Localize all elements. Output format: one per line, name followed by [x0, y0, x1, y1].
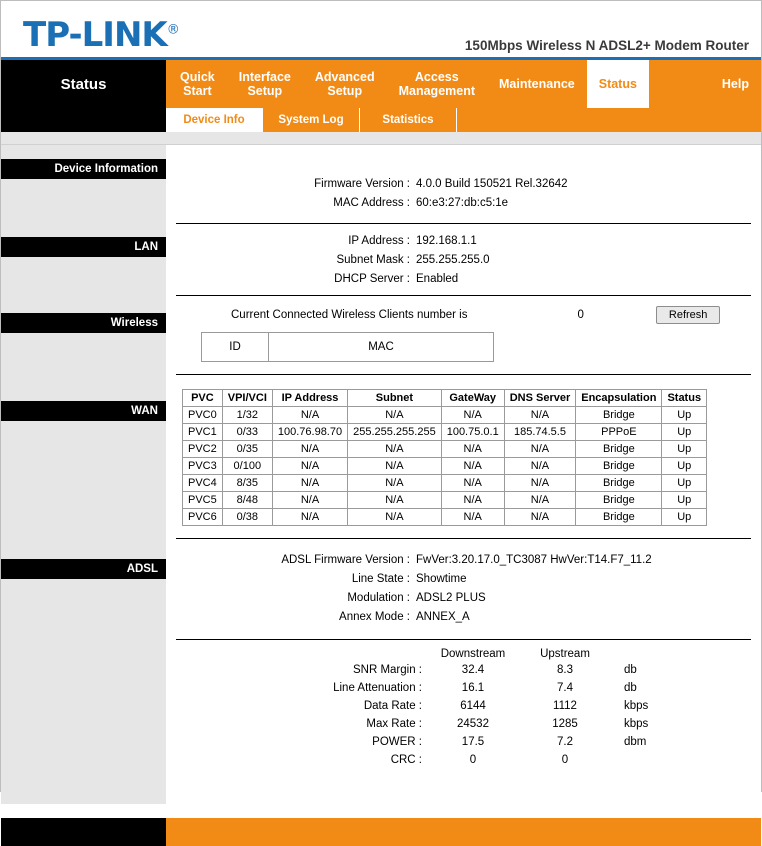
row-mac-address	[176, 194, 751, 213]
table-row	[183, 492, 707, 509]
wan-cell-status: Up	[662, 492, 707, 509]
tab-access-management[interactable]	[387, 60, 487, 108]
table-row	[183, 441, 707, 458]
adsl-stats-header-row	[268, 648, 688, 660]
refresh-button[interactable]: Refresh	[656, 306, 721, 324]
wan-cell-ip: N/A	[272, 492, 347, 509]
adsl-stats-col-downstream: Downstream	[440, 648, 506, 660]
subtab-device-info[interactable]	[166, 108, 263, 132]
line-attenuation-up: 7.4	[557, 682, 573, 694]
subtab-statistics[interactable]	[360, 108, 457, 132]
max-rate-up: 1285	[552, 718, 578, 730]
line-state-value: Showtime	[416, 573, 467, 585]
wireless-table-header-mac: MAC	[269, 333, 494, 362]
subtab-device-info-label: Device Info	[183, 114, 245, 126]
firmware-version-label: Firmware Version :	[314, 178, 410, 190]
data-rate-label: Data Rate :	[363, 700, 422, 712]
wan-cell-dns: 185.74.5.5	[504, 424, 576, 441]
table-row	[183, 475, 707, 492]
data-rate-up: 1112	[553, 700, 577, 712]
tab-quick-start[interactable]	[166, 60, 227, 108]
nav-items	[166, 60, 761, 108]
tab-advanced-setup-line1: Advanced	[314, 70, 375, 84]
tab-quick-start-line2: Start	[183, 84, 212, 98]
table-row	[183, 407, 707, 424]
snr-margin-label: SNR Margin :	[352, 664, 422, 676]
tab-access-management-line2: Management	[398, 84, 476, 98]
tab-interface-setup[interactable]	[227, 60, 303, 108]
wan-cell-pvc: PVC4	[183, 475, 223, 492]
max-rate-unit: kbps	[624, 718, 649, 730]
line-attenuation-down: 16.1	[461, 682, 485, 694]
wan-cell-status: Up	[662, 424, 707, 441]
main-navbar	[1, 60, 761, 108]
lan-subnet-mask-label: Subnet Mask :	[336, 254, 410, 266]
snr-margin-unit: db	[624, 664, 637, 676]
panel-adsl	[166, 539, 761, 770]
line-attenuation-unit: db	[624, 682, 637, 694]
wan-cell-gateway: N/A	[441, 492, 504, 509]
wan-cell-pvc: PVC3	[183, 458, 223, 475]
crc-down: 0	[469, 754, 477, 766]
panel-wireless	[166, 296, 761, 375]
tab-help-label: Help	[721, 77, 749, 91]
wan-col-gateway: GateWay	[441, 390, 504, 407]
section-label-device-information: Device Information	[1, 159, 166, 179]
subnav-items	[166, 108, 457, 132]
wan-cell-gateway: N/A	[441, 407, 504, 424]
page-header	[1, 1, 761, 60]
wan-cell-gateway: 100.75.0.1	[441, 424, 504, 441]
section-label-adsl: ADSL	[1, 559, 166, 579]
wan-cell-subnet: N/A	[348, 458, 442, 475]
spacer-after-device-info	[176, 213, 751, 223]
tab-advanced-setup[interactable]	[303, 60, 387, 108]
wan-cell-dns: N/A	[504, 475, 576, 492]
section-label-lan: LAN	[1, 237, 166, 257]
table-row	[183, 458, 707, 475]
lan-ip-address-value: 192.168.1.1	[416, 235, 477, 247]
table-row	[268, 752, 688, 768]
wan-cell-vpivci: 0/33	[222, 424, 272, 441]
wan-cell-ip: N/A	[272, 441, 347, 458]
wan-cell-status: Up	[662, 441, 707, 458]
adsl-stats-col-unit	[612, 648, 688, 660]
wan-cell-encapsulation: Bridge	[576, 458, 662, 475]
line-state-label: Line State :	[351, 573, 410, 585]
panel-lan	[166, 224, 761, 296]
table-row	[268, 662, 688, 678]
wan-cell-subnet: N/A	[348, 509, 442, 526]
label-spacer-4	[1, 421, 166, 559]
spacer-after-wan	[176, 526, 751, 538]
tab-maintenance[interactable]	[487, 60, 587, 108]
line-attenuation-label: Line Attenuation :	[333, 682, 422, 694]
tab-help[interactable]	[710, 60, 761, 108]
row-modulation	[176, 589, 751, 608]
data-rate-unit: kbps	[624, 700, 649, 712]
subtab-statistics-label: Statistics	[382, 114, 434, 126]
row-lan-dhcp-server	[176, 270, 751, 289]
row-adsl-firmware-version	[176, 551, 751, 570]
page-title: Status	[1, 60, 166, 108]
wan-cell-gateway: N/A	[441, 509, 504, 526]
table-row	[268, 680, 688, 696]
data-rate-down: 6144	[460, 700, 486, 712]
wan-cell-dns: N/A	[504, 441, 576, 458]
registered-mark-icon: ®	[166, 22, 179, 38]
wan-cell-vpivci: 0/35	[222, 441, 272, 458]
lan-dhcp-server-value: Enabled	[416, 273, 459, 285]
label-spacer-top	[1, 145, 166, 159]
annex-mode-label: Annex Mode :	[339, 611, 410, 623]
annex-mode-value: ANNEX_A	[416, 611, 470, 623]
subnav-left-pad	[1, 108, 166, 132]
wan-cell-subnet: N/A	[348, 492, 442, 509]
page-footer	[1, 818, 761, 846]
wan-col-status: Status	[662, 390, 707, 407]
wan-cell-subnet: N/A	[348, 441, 442, 458]
wan-cell-status: Up	[662, 475, 707, 492]
adsl-firmware-version-value: FwVer:3.20.17.0_TC3087 HwVer:T14.F7_11.2	[416, 554, 652, 566]
wireless-clients-table	[201, 332, 494, 362]
lan-ip-address-label: IP Address :	[348, 235, 410, 247]
section-label-wireless: Wireless	[1, 313, 166, 333]
adsl-stats-table	[266, 646, 690, 770]
wan-cell-subnet: 255.255.255.255	[348, 424, 442, 441]
section-label-wan: WAN	[1, 401, 166, 421]
tab-status[interactable]	[587, 60, 649, 108]
wan-cell-encapsulation: PPPoE	[576, 424, 662, 441]
table-header-row	[202, 333, 494, 362]
mac-address-value: 60:e3:27:db:c5:1e	[416, 197, 509, 209]
table-row	[183, 424, 707, 441]
tp-link-logo	[23, 15, 179, 55]
wan-cell-vpivci: 1/32	[222, 407, 272, 424]
sub-navbar	[1, 108, 761, 132]
snr-margin-up: 8.3	[557, 664, 573, 676]
device-model-label: 150Mbps Wireless N ADSL2+ Modem Router	[464, 38, 749, 53]
wan-cell-gateway: N/A	[441, 458, 504, 475]
wan-col-encapsulation: Encapsulation	[576, 390, 662, 407]
lan-subnet-mask-value: 255.255.255.0	[416, 254, 490, 266]
adsl-stats-col-upstream: Upstream	[540, 648, 590, 660]
brand-text: TP-LINK	[23, 15, 167, 55]
tab-status-label: Status	[598, 77, 637, 91]
wan-cell-subnet: N/A	[348, 407, 442, 424]
wan-cell-pvc: PVC5	[183, 492, 223, 509]
tab-maintenance-label: Maintenance	[499, 77, 575, 91]
power-label: POWER :	[372, 736, 422, 748]
footer-spacer	[1, 804, 761, 818]
content-area	[1, 145, 761, 804]
wan-cell-dns: N/A	[504, 407, 576, 424]
wan-table-header-row	[183, 390, 707, 407]
wireless-clients-label: Current Connected Wireless Clients number is	[231, 309, 468, 321]
wan-cell-vpivci: 0/38	[222, 509, 272, 526]
wan-cell-encapsulation: Bridge	[576, 492, 662, 509]
wan-cell-vpivci: 8/35	[222, 475, 272, 492]
nav-spacer	[649, 60, 710, 108]
max-rate-label: Max Rate :	[366, 718, 422, 730]
label-spacer-2	[1, 257, 166, 313]
row-line-state	[176, 570, 751, 589]
wan-cell-status: Up	[662, 509, 707, 526]
section-content-column	[166, 145, 761, 804]
wireless-table-header-id: ID	[202, 333, 269, 362]
wan-table	[182, 389, 707, 526]
wan-col-pvc: PVC	[183, 390, 223, 407]
tab-quick-start-line1: Quick	[180, 70, 215, 84]
label-spacer-1	[1, 179, 166, 237]
wireless-clients-count: 0	[577, 309, 584, 321]
wan-cell-encapsulation: Bridge	[576, 441, 662, 458]
tab-interface-setup-line2: Setup	[247, 84, 283, 98]
wan-cell-ip: N/A	[272, 475, 347, 492]
adsl-stats-col-blank	[268, 648, 426, 660]
wan-cell-pvc: PVC0	[183, 407, 223, 424]
lan-dhcp-server-label: DHCP Server :	[334, 273, 410, 285]
subtab-system-log[interactable]	[263, 108, 360, 132]
wan-cell-encapsulation: Bridge	[576, 475, 662, 492]
wan-cell-vpivci: 8/48	[222, 492, 272, 509]
wan-cell-ip: N/A	[272, 509, 347, 526]
panel-device-information	[166, 145, 761, 224]
wan-cell-ip: 100.76.98.70	[272, 424, 347, 441]
wan-cell-vpivci: 0/100	[222, 458, 272, 475]
wan-cell-subnet: N/A	[348, 475, 442, 492]
wan-cell-pvc: PVC1	[183, 424, 223, 441]
label-spacer-5	[1, 579, 166, 804]
mac-address-label: MAC Address :	[333, 197, 410, 209]
wan-cell-ip: N/A	[272, 458, 347, 475]
modulation-value: ADSL2 PLUS	[416, 592, 486, 604]
footer-right-block	[166, 818, 761, 846]
modulation-label: Modulation :	[347, 592, 410, 604]
firmware-version-value: 4.0.0 Build 150521 Rel.32642	[416, 178, 568, 190]
wan-col-vpivci: VPI/VCI	[222, 390, 272, 407]
crc-unit	[612, 752, 688, 768]
spacer-after-wireless	[176, 362, 751, 374]
table-row	[268, 698, 688, 714]
tab-interface-setup-line1: Interface	[238, 70, 291, 84]
tab-access-management-line1: Access	[414, 70, 459, 84]
row-annex-mode	[176, 608, 751, 627]
adsl-firmware-version-label: ADSL Firmware Version :	[281, 554, 410, 566]
spacer-before-stats	[176, 627, 751, 639]
crc-up: 0	[561, 754, 569, 766]
wan-cell-dns: N/A	[504, 458, 576, 475]
divider-adsl-stats	[176, 639, 751, 640]
snr-margin-down: 32.4	[461, 664, 485, 676]
row-lan-subnet-mask	[176, 251, 751, 270]
row-lan-ip-address	[176, 232, 751, 251]
wireless-clients-row	[176, 300, 751, 332]
wan-col-dns-server: DNS Server	[504, 390, 576, 407]
table-row	[268, 716, 688, 732]
wan-cell-status: Up	[662, 458, 707, 475]
wan-cell-encapsulation: Bridge	[576, 407, 662, 424]
label-spacer-3	[1, 333, 166, 401]
wan-cell-ip: N/A	[272, 407, 347, 424]
footer-left-block	[1, 818, 166, 846]
max-rate-down: 24532	[457, 718, 489, 730]
wan-cell-gateway: N/A	[441, 475, 504, 492]
crc-label: CRC :	[390, 754, 422, 766]
power-up: 7.2	[557, 736, 573, 748]
section-label-column	[1, 145, 166, 804]
wan-col-ip-address: IP Address	[272, 390, 347, 407]
wan-cell-dns: N/A	[504, 492, 576, 509]
subtab-system-log-label: System Log	[278, 114, 344, 126]
power-down: 17.5	[461, 736, 485, 748]
wan-cell-gateway: N/A	[441, 441, 504, 458]
power-unit: dbm	[624, 736, 647, 748]
wan-cell-pvc: PVC6	[183, 509, 223, 526]
table-row	[268, 734, 688, 750]
wan-cell-status: Up	[662, 407, 707, 424]
content-top-gap	[1, 132, 761, 145]
wan-cell-pvc: PVC2	[183, 441, 223, 458]
wan-cell-encapsulation: Bridge	[576, 509, 662, 526]
table-row	[183, 509, 707, 526]
tab-advanced-setup-line2: Setup	[327, 84, 363, 98]
wan-col-subnet: Subnet	[348, 390, 442, 407]
row-firmware-version	[176, 175, 751, 194]
wan-cell-dns: N/A	[504, 509, 576, 526]
panel-wan	[166, 375, 761, 539]
